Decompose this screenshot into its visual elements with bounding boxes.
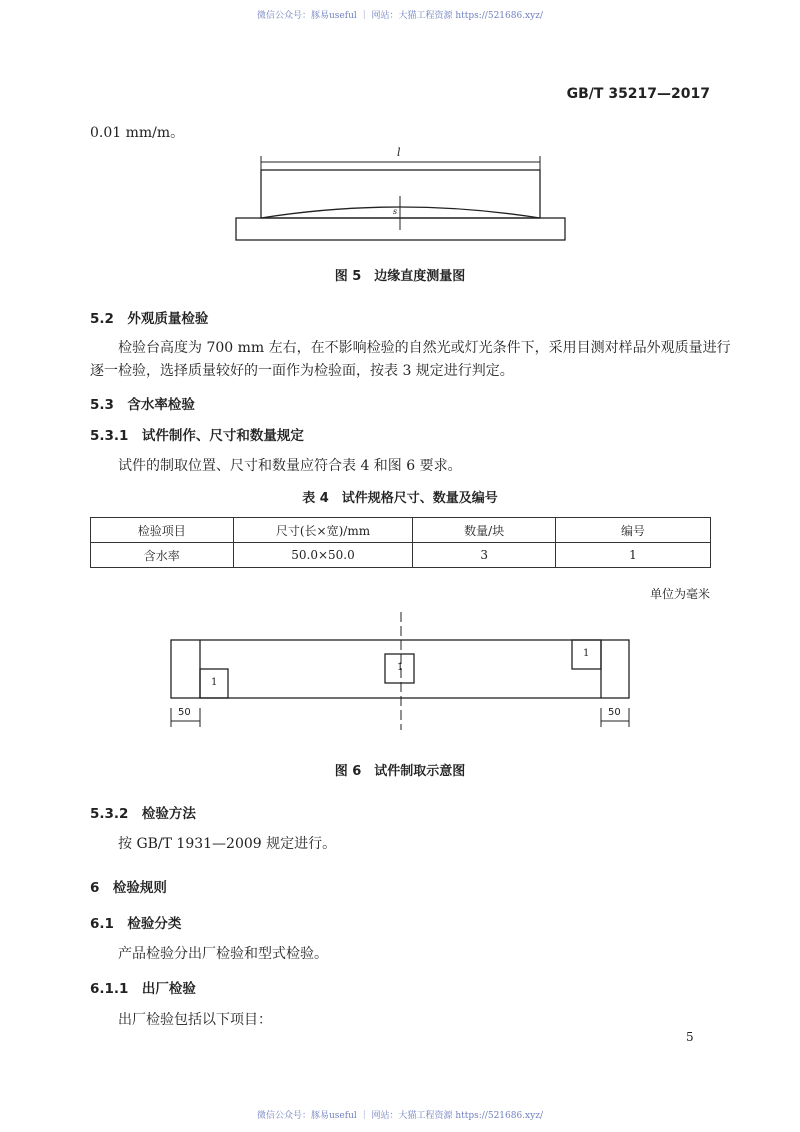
- paragraph: 试件的制取位置、尺寸和数量应符合表 4 和图 6 要求。: [118, 458, 462, 474]
- section-heading: 6.1.1 出厂检验: [90, 981, 196, 997]
- watermark-top: 微信公众号：豚易useful ｜ 网站：大猫工程资源 https://521686.xyz/: [257, 11, 543, 21]
- standard-number: GB/T 35217—2017: [566, 86, 710, 102]
- text-line: 0.01 mm/m。: [90, 125, 185, 141]
- specimen-label: 1: [397, 662, 404, 673]
- header-cell: 数量/块: [413, 518, 556, 543]
- section-heading: 5.3.2 检验方法: [90, 806, 196, 822]
- dimension-label: 50: [608, 707, 621, 718]
- table-row: [91, 543, 711, 568]
- cell: 3: [413, 543, 556, 568]
- cell: 50.0×50.0: [233, 543, 413, 568]
- table-header-row: [91, 518, 711, 543]
- unit-note: 单位为毫米: [649, 587, 710, 601]
- paragraph: 按 GB/T 1931—2009 规定进行。: [118, 836, 337, 852]
- header-cell: 编号: [555, 518, 710, 543]
- header-cell: 尺寸(长×宽)/mm: [233, 518, 413, 543]
- table-4-caption: 表 4 试件规格尺寸、数量及编号: [302, 491, 498, 506]
- paragraph: 逐一检验，选择质量较好的一面作为检验面，按表 3 规定进行判定。: [90, 363, 514, 379]
- paragraph: 产品检验分出厂检验和型式检验。: [118, 946, 328, 962]
- header-cell: 检验项目: [91, 518, 234, 543]
- table-4: [90, 517, 711, 568]
- watermark-bottom: 微信公众号：豚易useful ｜ 网站：大猫工程资源 https://521686.xyz/: [257, 1111, 543, 1121]
- paragraph: 检验台高度为 700 mm 左右，在不影响检验的自然光或灯光条件下，采用目测对样品外观质量进行: [118, 340, 731, 356]
- section-heading: 5.3.1 试件制作、尺寸和数量规定: [90, 428, 304, 444]
- page-number: 5: [686, 1030, 694, 1044]
- section-heading: 5.2 外观质量检验: [90, 311, 209, 327]
- dimension-label-l: l: [397, 146, 401, 159]
- specimen-label: 1: [583, 648, 590, 659]
- cell: 1: [555, 543, 710, 568]
- figure-6-caption: 图 6 试件制取示意图: [334, 764, 466, 779]
- dimension-label: 50: [178, 707, 191, 718]
- paragraph: 出厂检验包括以下项目：: [118, 1012, 272, 1028]
- cell: 含水率: [91, 543, 234, 568]
- dimension-label-s: s: [393, 207, 398, 216]
- section-heading: 6 检验规则: [90, 880, 167, 896]
- figure-5-caption: 图 5 边缘直度测量图: [334, 269, 466, 284]
- section-heading: 6.1 检验分类: [90, 916, 182, 932]
- specimen-label: 1: [211, 677, 218, 688]
- section-heading: 5.3 含水率检验: [90, 397, 195, 413]
- figure-5-drawing: [236, 156, 565, 240]
